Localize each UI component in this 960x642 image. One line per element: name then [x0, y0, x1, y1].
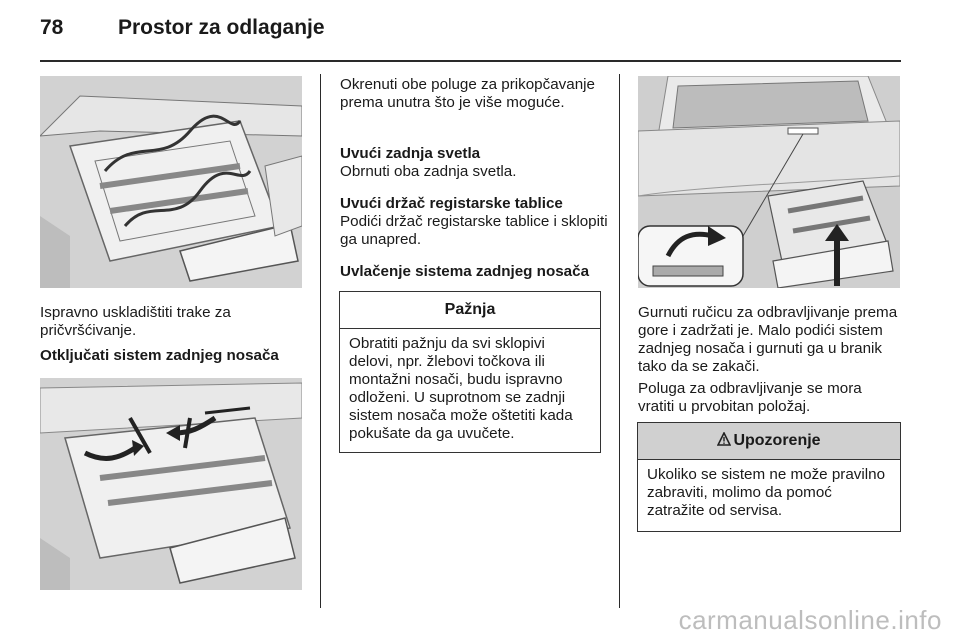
header-rule [40, 60, 901, 62]
col3-text-1: Gurnuti ručicu za odbravljivanje prema gore i zadržati je. Malo podići sistem zadnjeg nosača i gurnuti ga u branik tako da se zakači. [638, 304, 898, 375]
col2-heading-3: Uvlačenje sistema zadnjeg nosača [340, 263, 590, 280]
col2-text-1: Okrenuti obe poluge za prikopčavanje prema unutra što je više moguće. [340, 76, 595, 111]
figure-tie-down-straps [40, 76, 302, 288]
notice-title: Pažnja [340, 292, 600, 329]
col2-heading-1: Uvući zadnja svetla [340, 145, 481, 162]
col3-text-2: Poluga za odbravljivanje se mora vratiti u prvobitan položaj. [638, 380, 862, 415]
notice-body: Obratiti pažnju da svi sklopivi delovi, npr. žlebovi točkova ili montažni nosači, budu ispravno odloženi. U suprotnom se zadnji sistem nosača može oštetiti kada pokušate da ga uvučete. [349, 335, 573, 442]
col1-heading-1: Otključati sistem zadnjeg nosača [40, 347, 279, 364]
warning-header [638, 423, 900, 460]
figure-unlock-system [40, 378, 302, 590]
figure-release-handle [638, 76, 900, 288]
page-header [40, 14, 920, 50]
warning-triangle-icon [717, 432, 731, 446]
notice-box [339, 291, 601, 453]
col2-text-3: Podići držač registarske tablice i sklopiti ga unapred. [340, 213, 608, 248]
page-number: 78 [40, 16, 64, 39]
column-divider-1 [320, 74, 321, 608]
page-title: Prostor za odlaganje [118, 16, 325, 39]
col2-heading-2: Uvući držač registarske tablice [340, 195, 563, 212]
warning-box [637, 422, 901, 532]
column-divider-2 [619, 74, 620, 608]
warning-title: Upozorenje [733, 432, 821, 449]
col2-text-2: Obrnuti oba zadnja svetla. [340, 163, 517, 180]
col1-text-1: Ispravno uskladištiti trake za pričvršćivanje. [40, 304, 231, 339]
warning-body: Ukoliko se sistem ne može pravilno zabraviti, molimo da pomoć zatražite od servisa. [647, 466, 886, 519]
watermark: carmanualsonline.info [678, 605, 942, 635]
